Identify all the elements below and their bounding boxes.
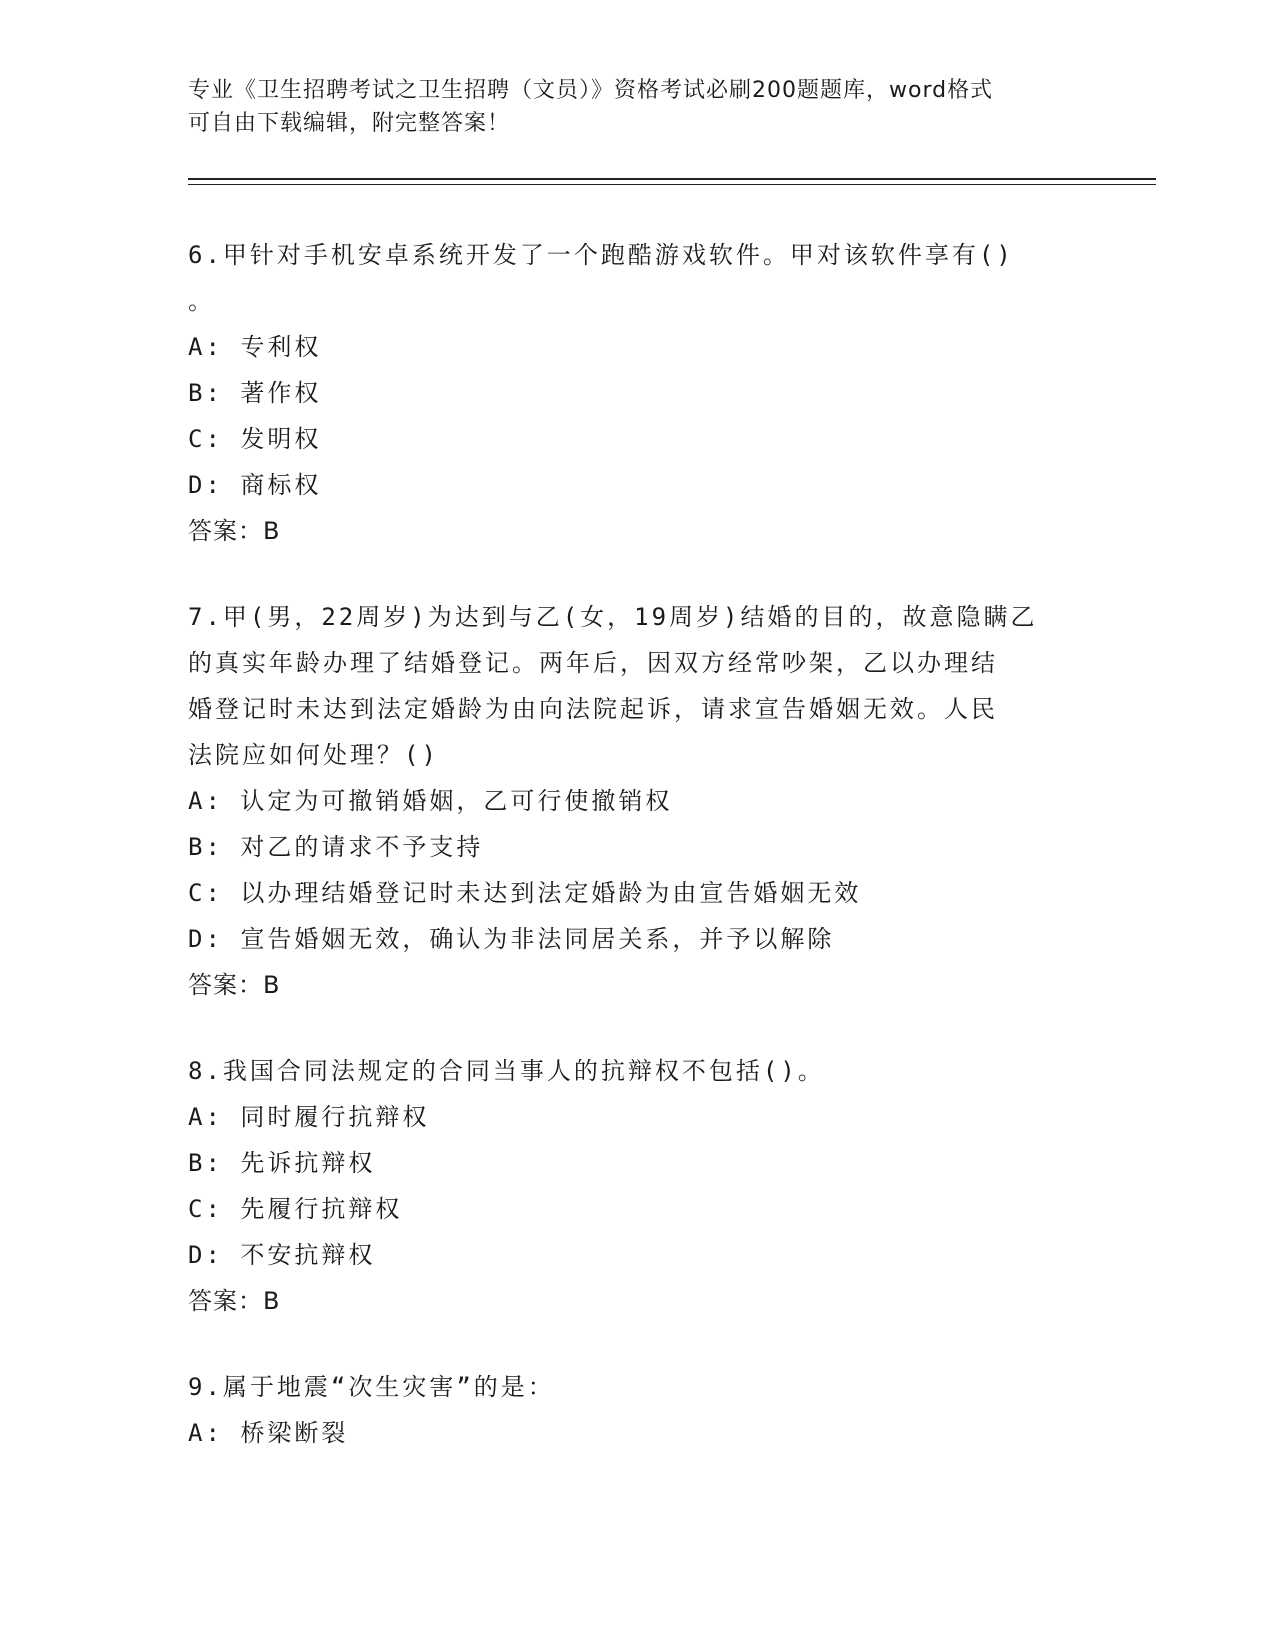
option-c: C: 先履行抗辩权 bbox=[188, 1195, 403, 1223]
answer-label: 答案：B bbox=[188, 517, 281, 545]
option-b: B: 对乙的请求不予支持 bbox=[188, 833, 484, 861]
question-9 bbox=[188, 1364, 1088, 1456]
option-a: A: 认定为可撤销婚姻，乙可行使撤销权 bbox=[188, 787, 673, 815]
question-stem-line: 6.甲针对手机安卓系统开发了一个跑酷游戏软件。甲对该软件享有() bbox=[188, 241, 1014, 269]
document-header bbox=[188, 74, 1088, 140]
question-6 bbox=[188, 232, 1088, 554]
question-7 bbox=[188, 594, 1088, 1008]
answer-label: 答案：B bbox=[188, 1287, 281, 1315]
option-a: A: 专利权 bbox=[188, 333, 322, 361]
option-c: C: 以办理结婚登记时未达到法定婚龄为由宣告婚姻无效 bbox=[188, 879, 862, 907]
question-stem-line: 法院应如何处理？() bbox=[188, 741, 439, 769]
option-c: C: 发明权 bbox=[188, 425, 322, 453]
header-divider-thin bbox=[188, 184, 1156, 185]
question-stem-line: 。 bbox=[188, 287, 215, 315]
option-d: D: 宣告婚姻无效，确认为非法同居关系，并予以解除 bbox=[188, 925, 835, 953]
option-a: A: 桥梁断裂 bbox=[188, 1419, 349, 1447]
option-a: A: 同时履行抗辩权 bbox=[188, 1103, 430, 1131]
question-stem-line: 8.我国合同法规定的合同当事人的抗辩权不包括()。 bbox=[188, 1057, 825, 1085]
option-b: B: 先诉抗辩权 bbox=[188, 1149, 376, 1177]
option-b: B: 著作权 bbox=[188, 379, 322, 407]
option-d: D: 商标权 bbox=[188, 471, 322, 499]
option-d: D: 不安抗辩权 bbox=[188, 1241, 376, 1269]
question-list bbox=[188, 232, 1088, 1496]
question-8 bbox=[188, 1048, 1088, 1324]
header-divider-thick bbox=[188, 178, 1156, 180]
header-line-1: 专业《卫生招聘考试之卫生招聘（文员）》资格考试必刷200题题库，word格式 bbox=[188, 78, 994, 103]
answer-label: 答案：B bbox=[188, 971, 281, 999]
question-stem-line: 的真实年龄办理了结婚登记。两年后，因双方经常吵架，乙以办理结 bbox=[188, 649, 998, 677]
question-stem-line: 婚登记时未达到法定婚龄为由向法院起诉，请求宣告婚姻无效。人民 bbox=[188, 695, 998, 723]
question-stem-line: 7.甲(男，22周岁)为达到与乙(女，19周岁)结婚的目的，故意隐瞒乙 bbox=[188, 603, 1038, 631]
header-line-2: 可自由下载编辑，附完整答案！ bbox=[188, 111, 511, 136]
question-stem-line: 9.属于地震“次生灾害”的是： bbox=[188, 1373, 555, 1401]
